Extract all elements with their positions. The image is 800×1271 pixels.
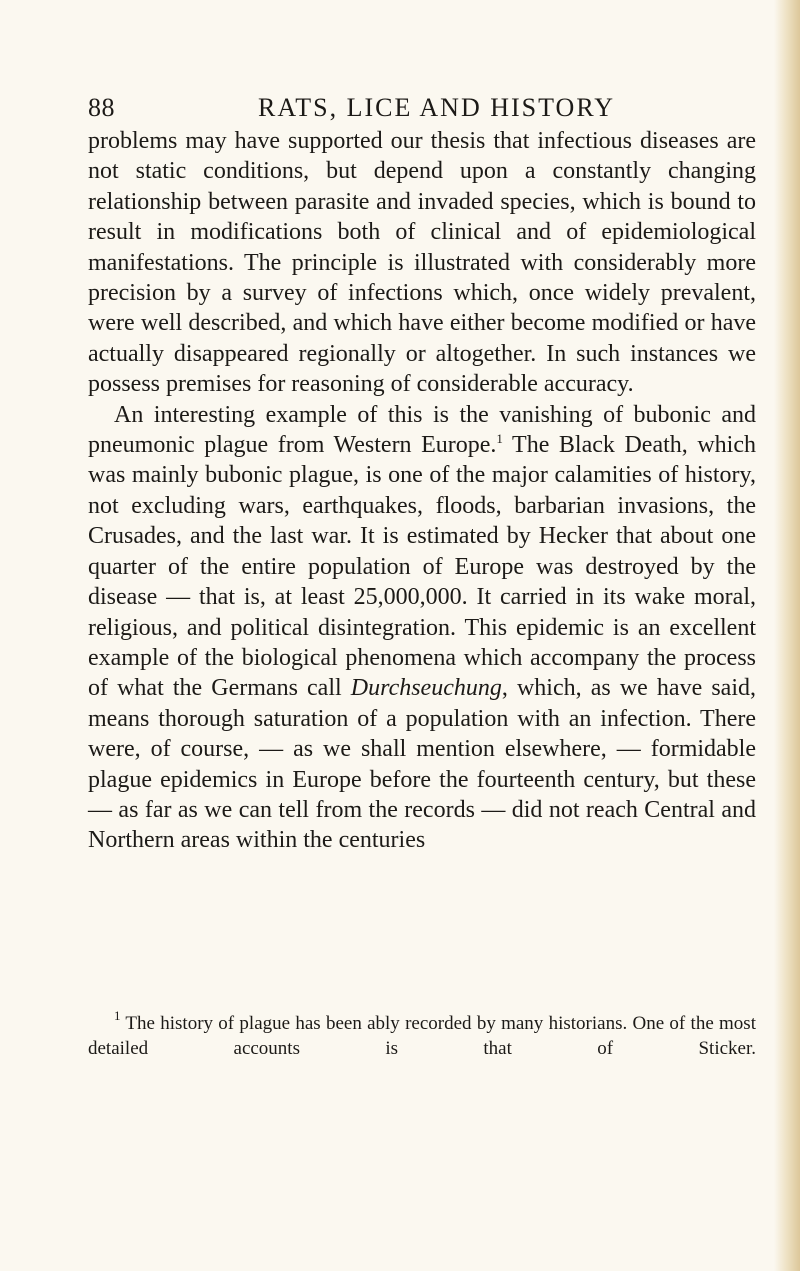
footnote-marker: 1 [114,1008,121,1023]
paragraph-1: problems may have supported our thesis that infectious diseases are not static conditions, but depend upon a constantly changing relationship between parasite and invaded species, which is bound to result in modifications both of clinical and of epidemiological manifestations. The principle is illustrated with considerably more precision by a survey of infections which, once widely prevalent, were well described, and which have either become modified or have actually disappeared regionally or altogether. In such instances we possess premises for reasoning of considerable accuracy. [88,128,756,398]
footnote-text [88,1008,756,1061]
italic-term: Durchseuchung [350,675,502,702]
footnote [88,1008,756,1061]
page-header [88,93,753,123]
running-title: RATS, LICE AND HISTORY [258,93,616,122]
paragraph-2-part-c: , which, as we have said, means thorough saturation of a population with an infection. There were, of course, — as we shall mention elsewhere, — formidable plague epidemics in Europe before the fourteenth century, but these — as far as we can tell from the records — did not reach Central and Northern areas within the centuries [88,675,756,854]
footnote-body: The history of plague has been ably recorded by many historians. One of the most detailed accounts is that of Sticker. [88,1013,756,1059]
page-edge-shadow [774,0,800,1271]
paragraph-2-part-a: An interesting example of this is the vanishing of bubonic and pneumonic plague from Western Europe. [88,401,756,459]
paragraph-2 [88,400,756,856]
body-text [88,126,756,856]
page-number: 88 [88,93,115,122]
paragraph-2-part-b: The Black Death, which was mainly bubonic plague, is one of the major calamities of history, not excluding wars, earthquakes, floods, barbarian invasions, the Crusades, and the last war. It is estimated by Hecker that about one quarter of the entire population of Europe was destroyed by the disease — that is, at least 25,000,000. It carried in its wake moral, religious, and political disintegration. This epidemic is an excellent example of the biological phenomena which accompany the process of what the Germans call [88,432,756,702]
footnote-reference: 1 [496,431,503,447]
